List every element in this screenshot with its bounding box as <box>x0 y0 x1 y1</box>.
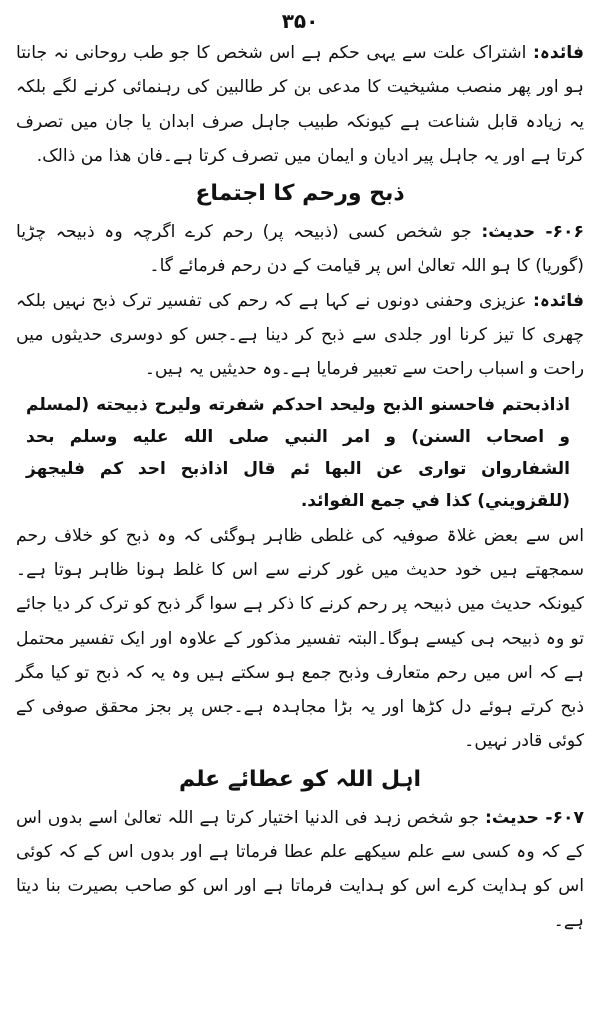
section-heading-ahl-allah: اہل اللہ کو عطائے علم <box>178 766 422 792</box>
hadith-text: جو شخص کسی (ذبیحہ پر) رحم کرے اگرچہ وہ ذبیحہ چڑیا (گوریا) کا ہو اللہ تعالیٰ اس پر قیامت کے دن رحم فرمائے گا۔ <box>16 222 584 277</box>
section-heading-zabh-wa-rahm: ذبح ورحم کا اجتماع <box>195 181 405 207</box>
explanation-paragraph: اس سے بعض غلاۃ صوفیہ کی غلطی ظاہر ہوگئی کہ وہ ذبح کو خلاف رحم سمجھتے ہیں خود حدیث میں غور کرنے سے اس کا غلط ہونا ظاہر ہوتا ہے۔کیونکہ حدیث میں ذبیحہ پر رحم کرنے کا ذکر ہے سوا گر ذبح کو ترک کر دیا جائے تو وہ ذبیحہ ہی کیسے ہوگا۔البتہ تفسیر مذکور کے علاوہ اور ایک تفسیر محتمل ہے کہ اس میں رحم متعارف وذبح جمع ہو سکتے ہیں وہ یہ کہ ذبح تو کیا مگر ذبح کرتے ہوئے دل کڑھا اور یہ بڑا مجاہدہ ہے۔جس پر بجز محقق صوفی کے کوئی قادر نہیں۔ <box>16 525 584 752</box>
fayda-text: اشتراک علت سے یہی حکم ہے اس شخص کا جو طب روحانی نہ جانتا ہو اور پھر منصب مشیخیت کا مدعی بن کر طالبین کی رہنمائی کرنے لگے بلکہ یہ زیادہ قابل شناعت ہے کیونکہ طبیب جاہل صرف ابدان یا جان میں تصرف کرتا ہے اور یہ جاہل پیر ادیان و ایمان میں تصرف کرتا ہے۔فان ھذا من ذالک. <box>16 43 584 166</box>
book-page <box>16 6 584 1028</box>
fayda-label: فائدہ: <box>532 290 584 311</box>
hadith-label: ۶۰۶- حدیث: <box>481 222 584 243</box>
fayda-paragraph-1 <box>16 36 584 173</box>
fayda-label: فائدہ: <box>532 43 585 63</box>
arabic-hadith-quote: اذاذبحتم فاحسنو الذبح وليحد احدكم شفرته وليرح ذبيحته (لمسلم و اصحاب السنن) و امر النبي صلى الله عليه وسلم بحد الشفاروان توارى عن البها ئم قال اذاذبح احد كم فليجهز (للقزويني) كذا في جمع الفوائد. <box>26 394 570 511</box>
page-number: ۳۵۰ <box>281 9 319 33</box>
fayda-paragraph-2 <box>16 284 584 387</box>
hadith-label: ۶۰۷- حدیث: <box>485 807 584 828</box>
hadith-607-paragraph <box>16 801 584 938</box>
hadith-text: جو شخص زہد فی الدنیا اختیار کرتا ہے اللہ تعالیٰ اسے بدوں اس کے کہ وہ کسی سے علم سیکھے علم عطا فرماتا ہے اور بدوں اس کے کہ کوئی اس کو ہدایت کرے اس کو ہدایت فرماتا ہے اور اس کو صاحب بصیرت بنا دیتا ہے۔ <box>16 807 584 931</box>
fayda-text: عزیزی وحفنی دونوں نے کہا ہے کہ رحم کی تفسیر ترک ذبح نہیں بلکہ چھری کا تیز کرنا اور جلدی سے ذبح کر دینا ہے۔جس کو دوسری حدیثوں میں راحت و اسباب راحت سے تعبیر فرمایا ہے۔وہ حدیثیں یہ ہیں۔ <box>16 290 584 380</box>
hadith-606-paragraph <box>16 215 584 284</box>
